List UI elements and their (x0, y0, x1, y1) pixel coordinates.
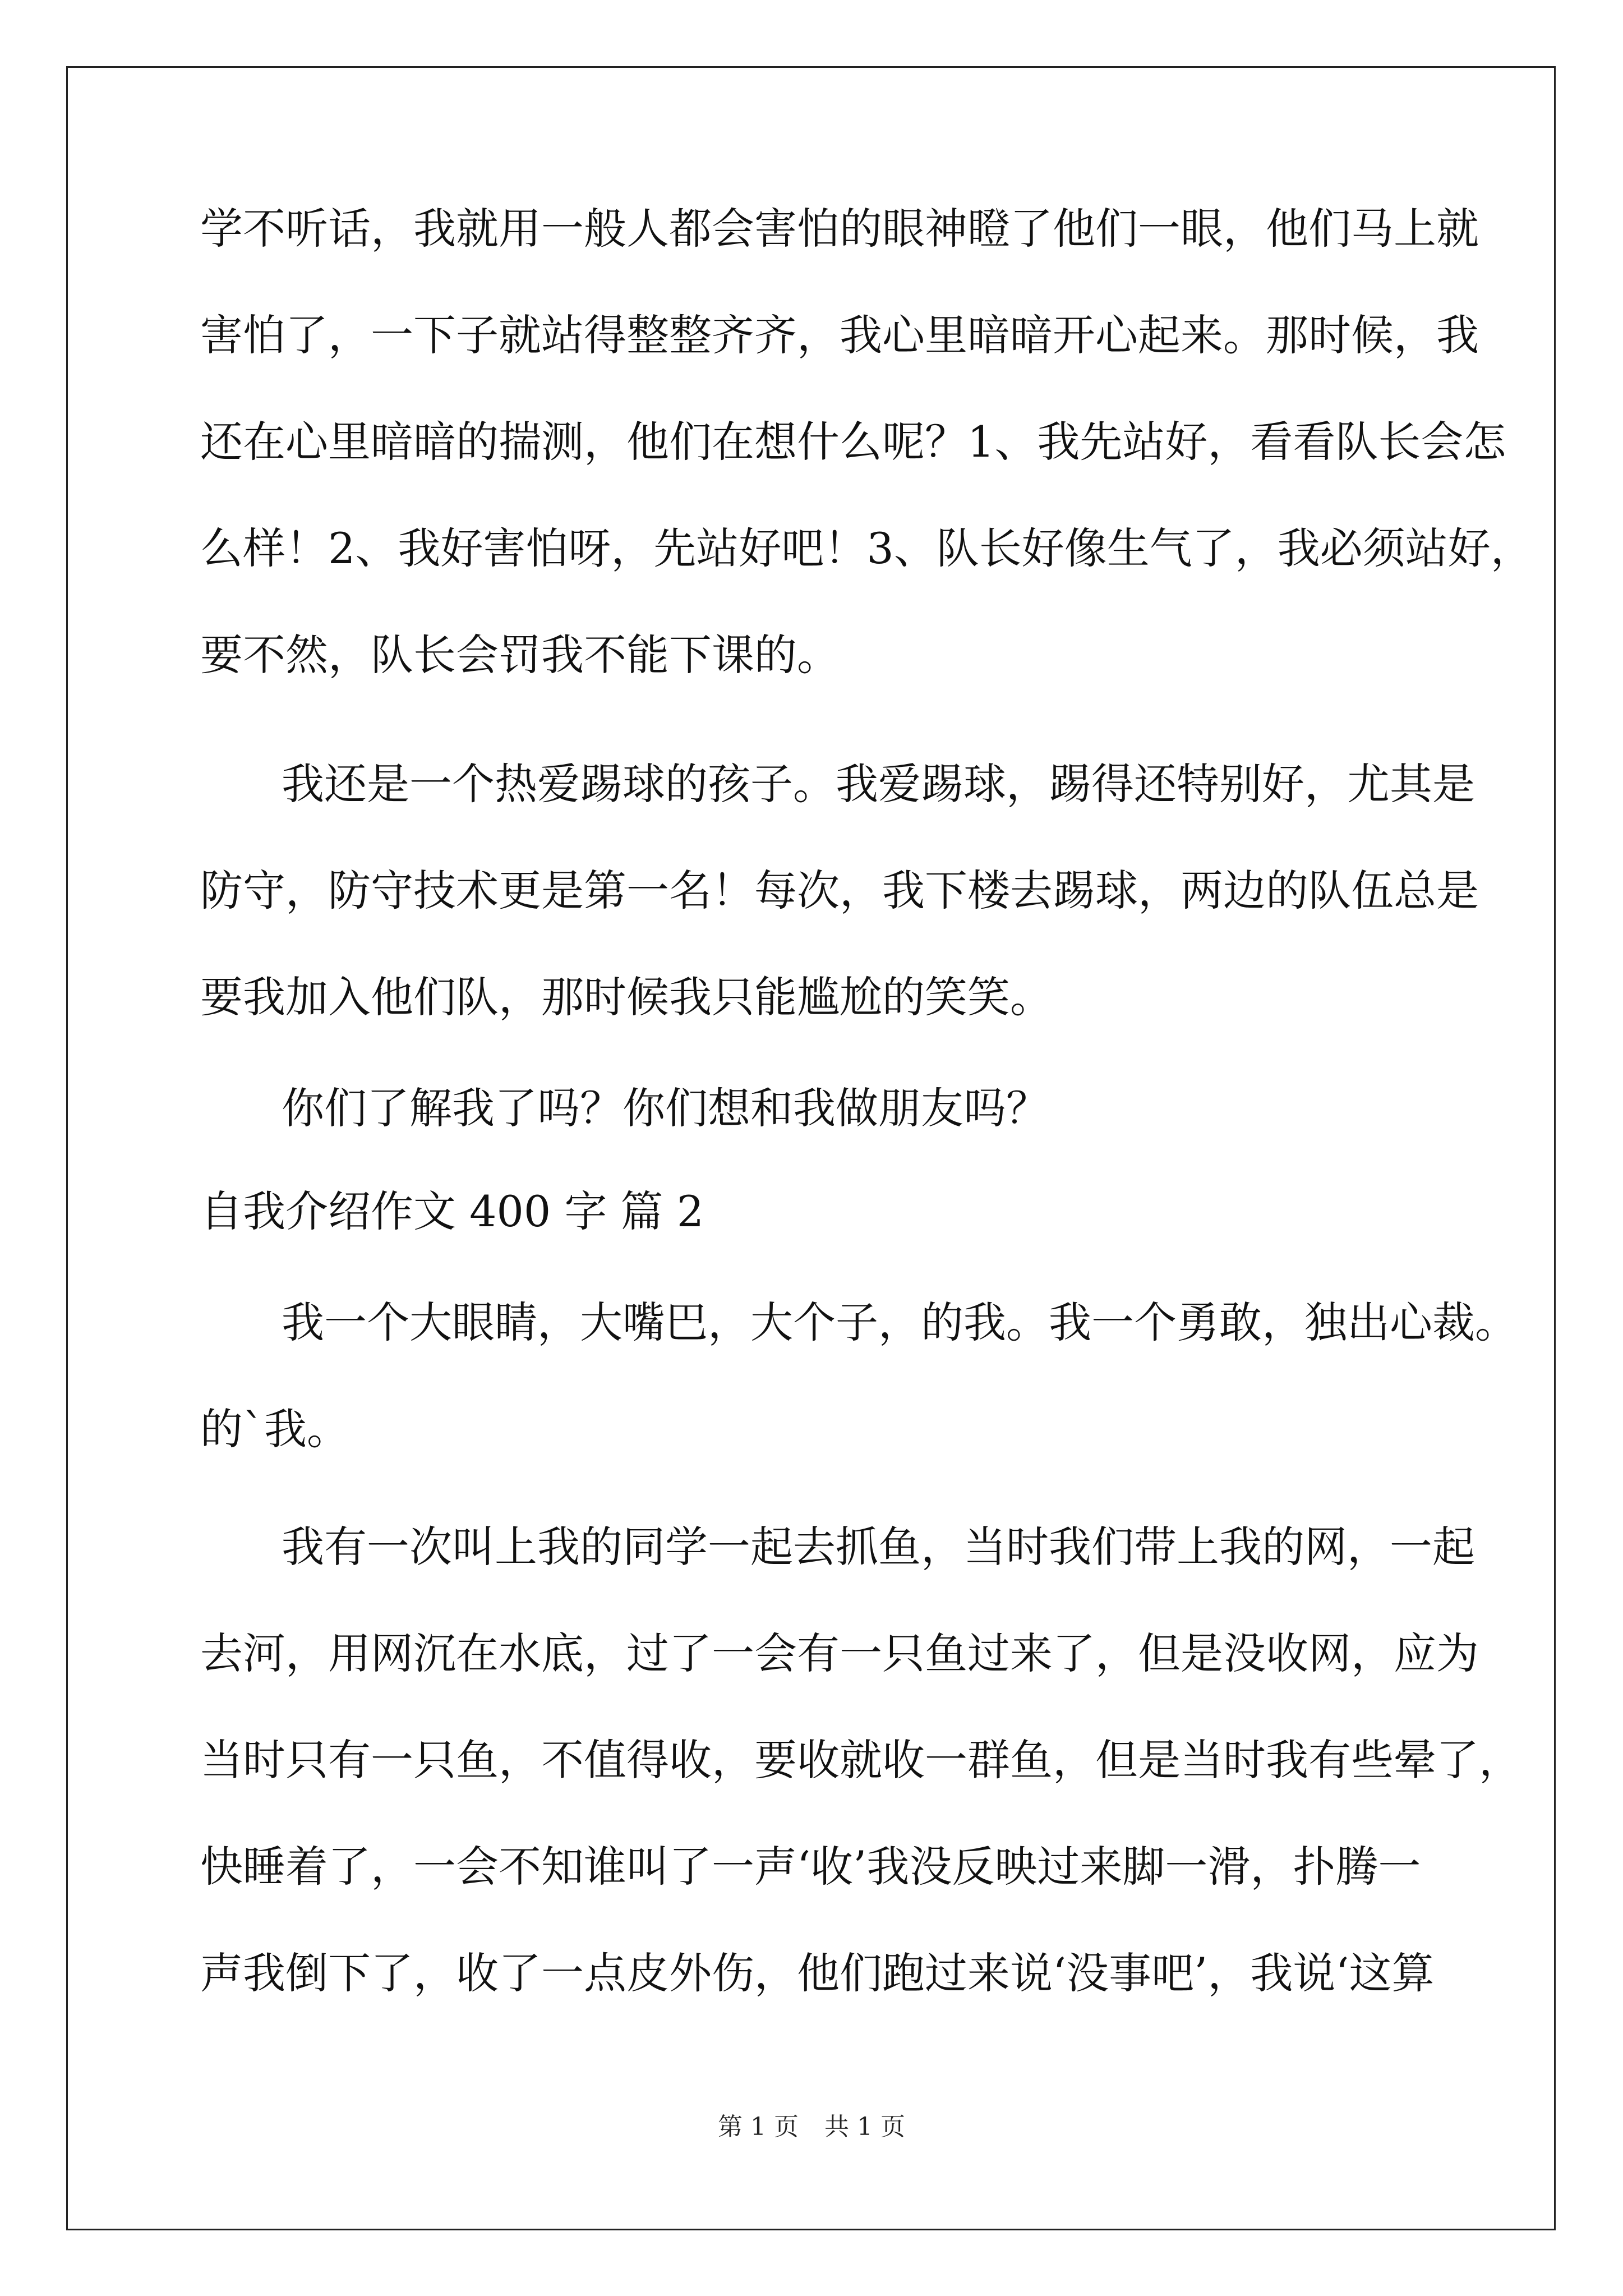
section2-paragraph-2-line-3: 当时只有一只鱼，不值得收，要收就收一群鱼，但是当时我有些晕了， (200, 1735, 1521, 1785)
paragraph-2-line-1: 我还是一个热爱踢球的孩子。我爱踢球，踢得还特别好，尤其是 (282, 759, 1475, 809)
section2-paragraph-2-line-1: 我有一次叫上我的同学一起去抓鱼，当时我们带上我的网，一起 (282, 1522, 1475, 1572)
section2-paragraph-2-line-5: 声我倒下了，收了一点皮外伤，他们跑过来说‘没事吧’，我说‘这算 (200, 1948, 1435, 1998)
section-title: 自我介绍作文 400 字 篇 2 (200, 1186, 704, 1236)
paragraph-1-line-1: 学不听话，我就用一般人都会害怕的眼神瞪了他们一眼，他们马上就 (200, 204, 1479, 254)
page-total: 共 1 页 (824, 2113, 905, 2141)
paragraph-1-line-3: 还在心里暗暗的揣测，他们在想什么呢？1、我先站好，看看队长会怎 (200, 417, 1506, 467)
page-footer (0, 2115, 1623, 2139)
paragraph-1-line-5: 要不然，队长会罚我不能下课的。 (200, 630, 840, 680)
page-number: 第 1 页 (718, 2113, 799, 2141)
section2-paragraph-2-line-4: 快睡着了，一会不知谁叫了一声‘收’我没反映过来脚一滑，扑腾一 (200, 1842, 1421, 1892)
paragraph-1-line-4: 么样！2、我好害怕呀，先站好吧！3、队长好像生气了，我必须站好， (200, 523, 1533, 573)
paragraph-2-line-2: 防守，防守技术更是第一名！每次，我下楼去踢球，两边的队伍总是 (200, 866, 1479, 915)
section2-paragraph-1-line-1: 我一个大眼睛，大嘴巴，大个子，的我。我一个勇敢，独出心裁。 (282, 1297, 1518, 1347)
page-border (66, 66, 1556, 2230)
section2-paragraph-2-line-2: 去河，用网沉在水底，过了一会有一只鱼过来了，但是没收网，应为 (200, 1628, 1479, 1678)
section2-paragraph-1-line-2: 的`我。 (200, 1404, 349, 1454)
paragraph-3-line-1: 你们了解我了吗？你们想和我做朋友吗？ (282, 1083, 1049, 1133)
paragraph-1-line-2: 害怕了，一下子就站得整整齐齐，我心里暗暗开心起来。那时候，我 (200, 310, 1479, 360)
paragraph-2-line-3: 要我加入他们队，那时候我只能尴尬的笑笑。 (200, 972, 1053, 1022)
